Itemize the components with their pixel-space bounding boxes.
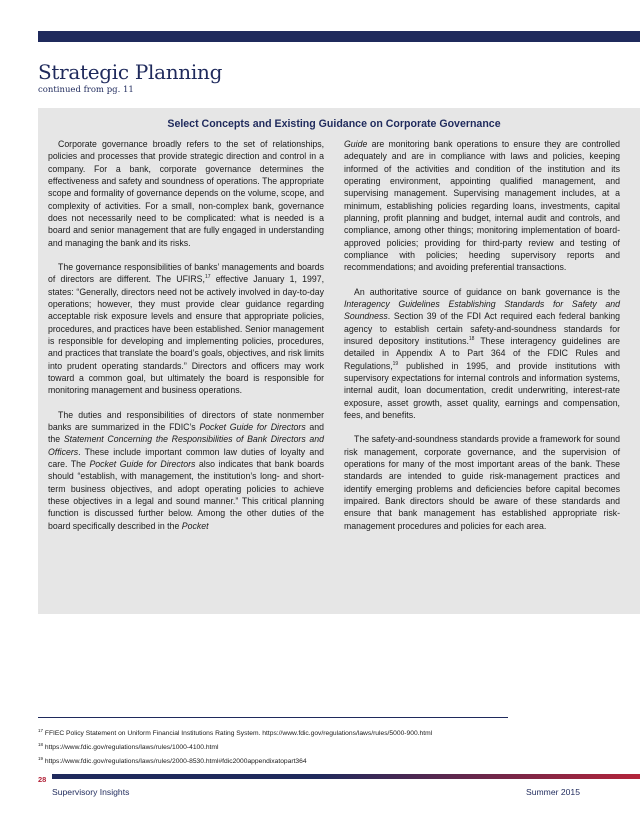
continued-note: continued from pg. 11	[38, 85, 134, 95]
footnote-17: $^{17}$ FFIEC Policy Statement on Uniform Financial Institutions Rating System. https://www.fdic.gov/regulations/laws/rules/5000-900.html	[38, 727, 433, 737]
footnote-19: $^{19}$ https://www.fdic.gov/regulations/laws/rules/2000-8530.html#fdic2000appendixatopart364	[38, 755, 307, 765]
publication-name: Supervisory Insights	[52, 787, 130, 797]
footnote-ref: 19	[392, 360, 399, 367]
top-header-bar	[38, 31, 640, 42]
guidance-sidebar-box	[38, 108, 640, 614]
paragraph: Corporate governance broadly refers to the set of relationships, policies and processes that provide strategic direction and control in a company. For a bank, corporate governance determines the effectiveness and safety and soundness of operations. The appropriate scope and formality of governance depends on the volume, scope, and complexity of activities. For a small, non-complex bank, governance does not necessarily need to be complicated: what is needed is a board and senior management that are fully engaged in understanding and managing the bank and its risks.	[48, 139, 324, 248]
footer-gradient-bar	[52, 774, 640, 779]
sidebar-columns	[48, 138, 620, 544]
footnote-ref: 18	[468, 336, 475, 343]
page-number: 28	[38, 775, 47, 784]
paragraph: An authoritative source of guidance on bank governance is the Interagency Guidelines Establishing Standards for Safety and Soundness. Section 39 of the FDI Act required each federal banking agency to establish certain safety-and-soundness standards for insured depository institutions.$^{18}$ These interagency guidelines are detailed in Appendix A to Part 364 of the FDIC Rules and Regulations,$^{19}$ published in 1995, and provide institutions with supervisory expectations for internal controls and information systems, internal audit, loan documentation, credit underwriting, interest-rate exposure, asset growth, asset quality, earnings and compensation, fees, and benefits.	[344, 286, 620, 420]
issue-date: Summer 2015	[526, 787, 580, 797]
sidebar-heading: Select Concepts and Existing Guidance on Corporate Governance	[167, 118, 501, 130]
paragraph: Guide are monitoring bank operations to ensure they are controlled adequately and are in compliance with laws and policies, keeping informed of the activities and condition of the institution and its operating environment, appointing qualified management, and supervising management. Supervising management includes, at a minimum, establishing policies regarding loans, investments, capital planning, profit planning and budget, internal audit and controls, and compliance, among other things; monitoring implementation of board-approved policies; providing for third-party review and testing of compliance with policies; heeding supervisory reports and recommendations; and avoiding preferential transactions.	[344, 139, 620, 273]
column-right	[344, 138, 620, 544]
paragraph: The duties and responsibilities of directors of state nonmember banks are summarized in the FDIC’s Pocket Guide for Directors and the Statement Concerning the Responsibilities of Bank Directors and Officers. These include important common law duties of loyalty and care. The Pocket Guide for Directors also indicates that bank boards should “establish, with management, the institution’s long- and short-term business objectives, and adopt operating policies to achieve these objectives in a legal and sound manner.” This critical planning function is discussed further below. Among the other duties of the board specifically described in the Pocket	[48, 409, 325, 531]
page-title: Strategic Planning	[38, 60, 223, 84]
paragraph: The governance responsibilities of banks’ managements and boards of directors are different. The UFIRS,$^{17}$ effective January 1, 1997, states: “Generally, directors need not be actively involved in day-to-day operations; however, they must provide clear guidance regarding acceptable risk exposure levels and ensure that appropriate policies, procedures, and practices have been established. Senior management is responsible for developing and implementing policies, procedures, and practices that translate the board’s goals, objectives, and risk limits into prudent operating standards.” Directors and officers may work toward a common goal, but ultimately the board is responsible for monitoring management and business operations.	[48, 261, 325, 396]
footnote-18: $^{18}$ https://www.fdic.gov/regulations/laws/rules/1000-4100.html	[38, 741, 219, 751]
footnote-ref: 17	[204, 274, 211, 281]
column-left	[48, 138, 324, 544]
paragraph: The safety-and-soundness standards provide a framework for sound risk management, corporate governance, and the supervision of operations for many of the most important areas of the bank. These standards are intended to guide risk-management practices and identify emerging problems and deficiencies before capital becomes impaired. Bank directors should be aware of these standards and ensure that bank management has established appropriate risk-management procedures and policies for each area.	[344, 434, 620, 531]
footnote-divider	[38, 717, 508, 718]
